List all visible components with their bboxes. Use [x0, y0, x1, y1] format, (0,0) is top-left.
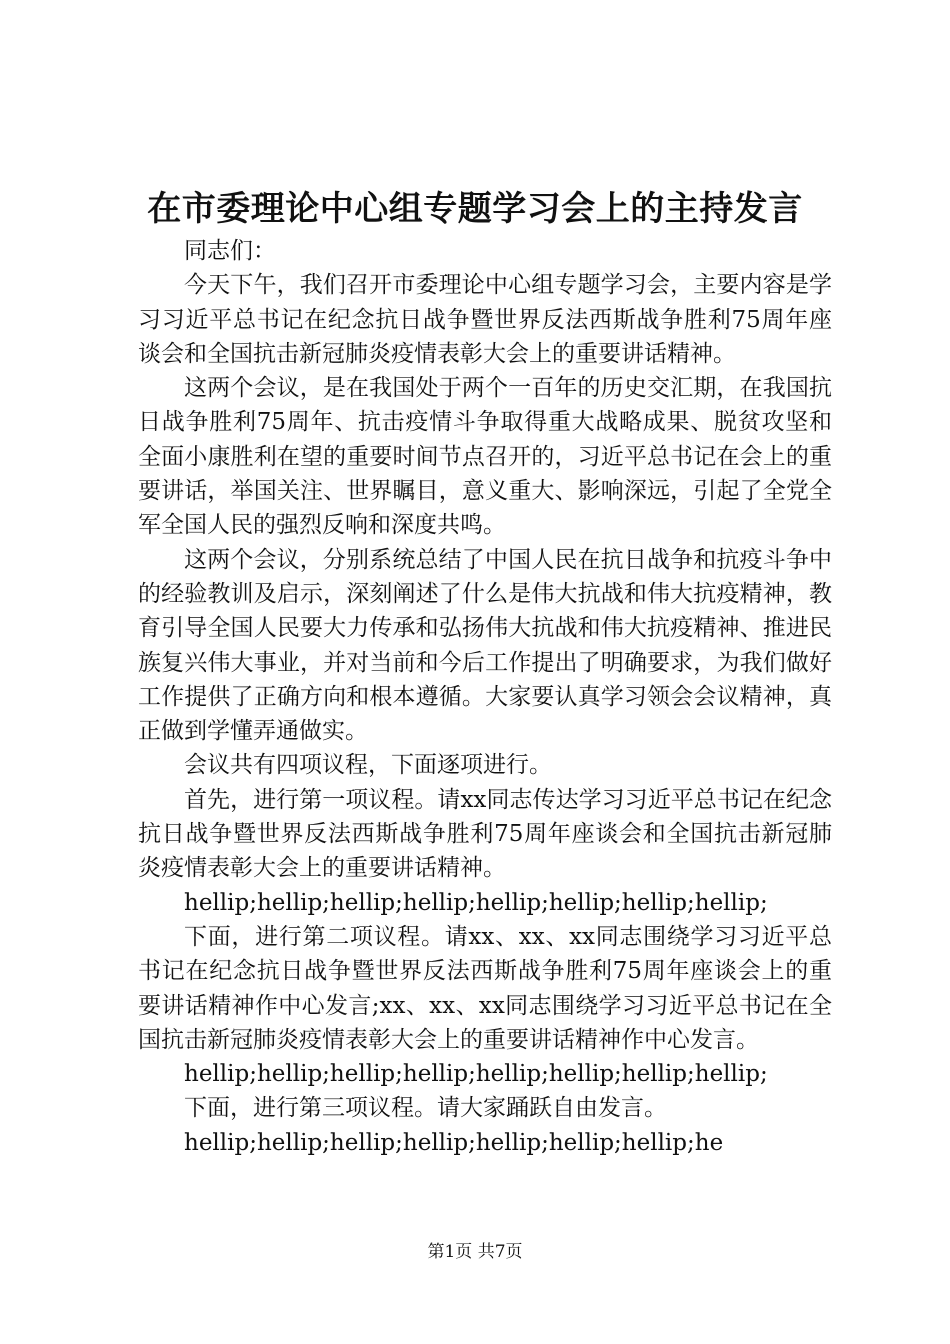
paragraph-agenda-item-3: 下面，进行第三项议程。请大家踊跃自由发言。	[184, 1095, 667, 1122]
paragraph-salutation: 同志们：	[184, 238, 276, 264]
page-footer: 第1页 共7页	[427, 1242, 523, 1262]
paragraph-ellipsis: hellip;hellip;hellip;hellip;hellip;hellip;hellip;hellip;	[184, 889, 768, 916]
paragraph-agenda-overview: 会议共有四项议程，下面逐项进行。	[184, 752, 552, 779]
paragraph-intro: 今天下午，我们召开市委理论中心组专题学习会，主要内容是学习习近平总书记在纪念抗日战争暨世界反法西斯战争胜利75周年座谈会和全国抗击新冠肺炎疫情表彰大会上的重要讲话精神。	[138, 272, 832, 367]
document-body	[138, 234, 832, 1160]
paragraph-agenda-item-2: 下面，进行第二项议程。请xx、xx、xx同志围绕学习习近平总书记在纪念抗日战争暨世界反法西斯战争胜利75周年座谈会上的重要讲话精神作中心发言;xx、xx、xx同志围绕学习习近平总书记在全国抗击新冠肺炎疫情表彰大会上的重要讲话精神作中心发言。	[138, 923, 832, 1053]
paragraph-agenda-item-1: 首先，进行第一项议程。请xx同志传达学习习近平总书记在纪念抗日战争暨世界反法西斯战争胜利75周年座谈会和全国抗击新冠肺炎疫情表彰大会上的重要讲话精神。	[138, 786, 832, 882]
paragraph-ellipsis: hellip;hellip;hellip;hellip;hellip;hellip;hellip;he	[184, 1129, 724, 1156]
document-title: 在市委理论中心组专题学习会上的主持发言	[147, 189, 803, 229]
paragraph-significance: 这两个会议，分别系统总结了中国人民在抗日战争和抗疫斗争中的经验教训及启示，深刻阐述了什么是伟大抗战和伟大抗疫精神，教育引导全国人民要大力传承和弘扬伟大抗战和伟大抗疫精神、推进民族复兴伟大事业，并对当前和今后工作提出了明确要求，为我们做好工作提供了正确方向和根本遵循。大家要认真学习领会会议精神，真正做到学懂弄通做实。	[138, 546, 832, 745]
paragraph-ellipsis: hellip;hellip;hellip;hellip;hellip;hellip;hellip;hellip;	[184, 1061, 768, 1088]
paragraph-context: 这两个会议，是在我国处于两个一百年的历史交汇期，在我国抗日战争胜利75周年、抗击疫情斗争取得重大战略成果、脱贫攻坚和全面小康胜利在望的重要时间节点召开的，习近平总书记在会上的重要讲话，举国关注、世界瞩目，意义重大、影响深远，引起了全党全军全国人民的强烈反响和深度共鸣。	[138, 375, 832, 539]
